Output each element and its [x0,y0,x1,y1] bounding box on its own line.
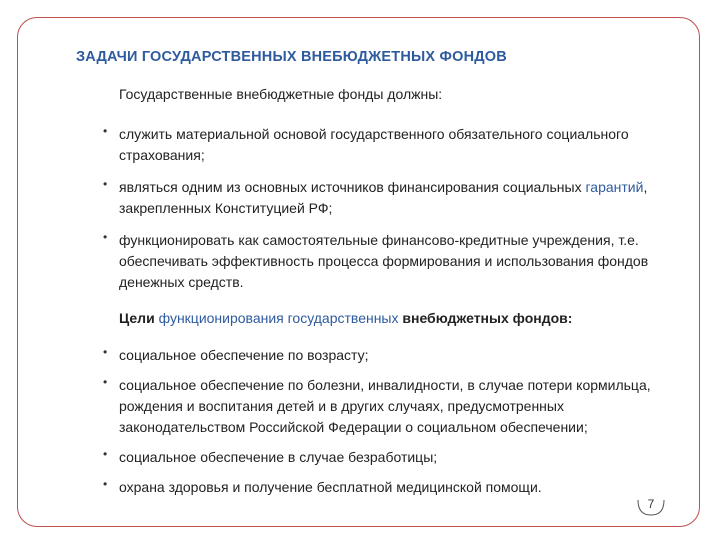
goal-text: охрана здоровья и получение бесплатной медицинской помощи. [119,479,542,495]
bullet-icon: • [103,375,108,389]
goal-text: социальное обеспечение по болезни, инвалидности, в случае потери кормильца, рождения и воспитания детей и в других случаях, предусмотренных законодательством Российской Федерации о социальном обеспечении; [119,377,651,435]
slide-title: ЗАДАЧИ ГОСУДАРСТВЕННЫХ ВНЕБЮДЖЕТНЫХ ФОНДОВ [76,49,507,65]
bullet-icon: • [103,177,108,191]
list-item [103,230,683,293]
goals-heading-highlight: функционирования государственных [158,310,399,326]
bullet-icon: • [103,124,108,138]
list-item [103,375,688,438]
task-text [119,179,647,216]
goals-heading-part: внебюджетных фондов: [398,310,573,326]
bullet-icon: • [103,345,108,359]
bullet-icon: • [103,230,108,244]
list-item [103,177,683,219]
task-text: служить материальной основой государственного обязательного социального страхования; [119,126,629,163]
list-item [103,477,688,498]
goals-list [103,345,688,507]
page-number [636,496,666,518]
goals-heading-part: Цели [119,310,159,326]
intro-text: Государственные внебюджетные фонды должны: [119,86,443,102]
bullet-icon: • [103,477,108,491]
list-item [103,447,688,468]
task-text-highlight: гарантий [585,179,644,195]
goal-text: социальное обеспечение в случае безработицы; [119,449,438,465]
list-item [103,345,688,366]
task-text-part: являться одним из основных источников финансирования социальных [119,179,586,195]
goal-text: социальное обеспечение по возрасту; [119,347,369,363]
bullet-icon: • [103,447,108,461]
task-text: функционировать как самостоятельные финансово-кредитные учреждения, т.е. обеспечивать эффективность процесса формирования и использования фондов денежных средств. [119,232,649,290]
list-item [103,124,683,166]
task-text-part: , закрепленных Конституцией РФ; [119,179,648,216]
tasks-list [103,124,683,304]
page-number-text: 7 [647,497,655,511]
goals-heading [119,310,572,326]
